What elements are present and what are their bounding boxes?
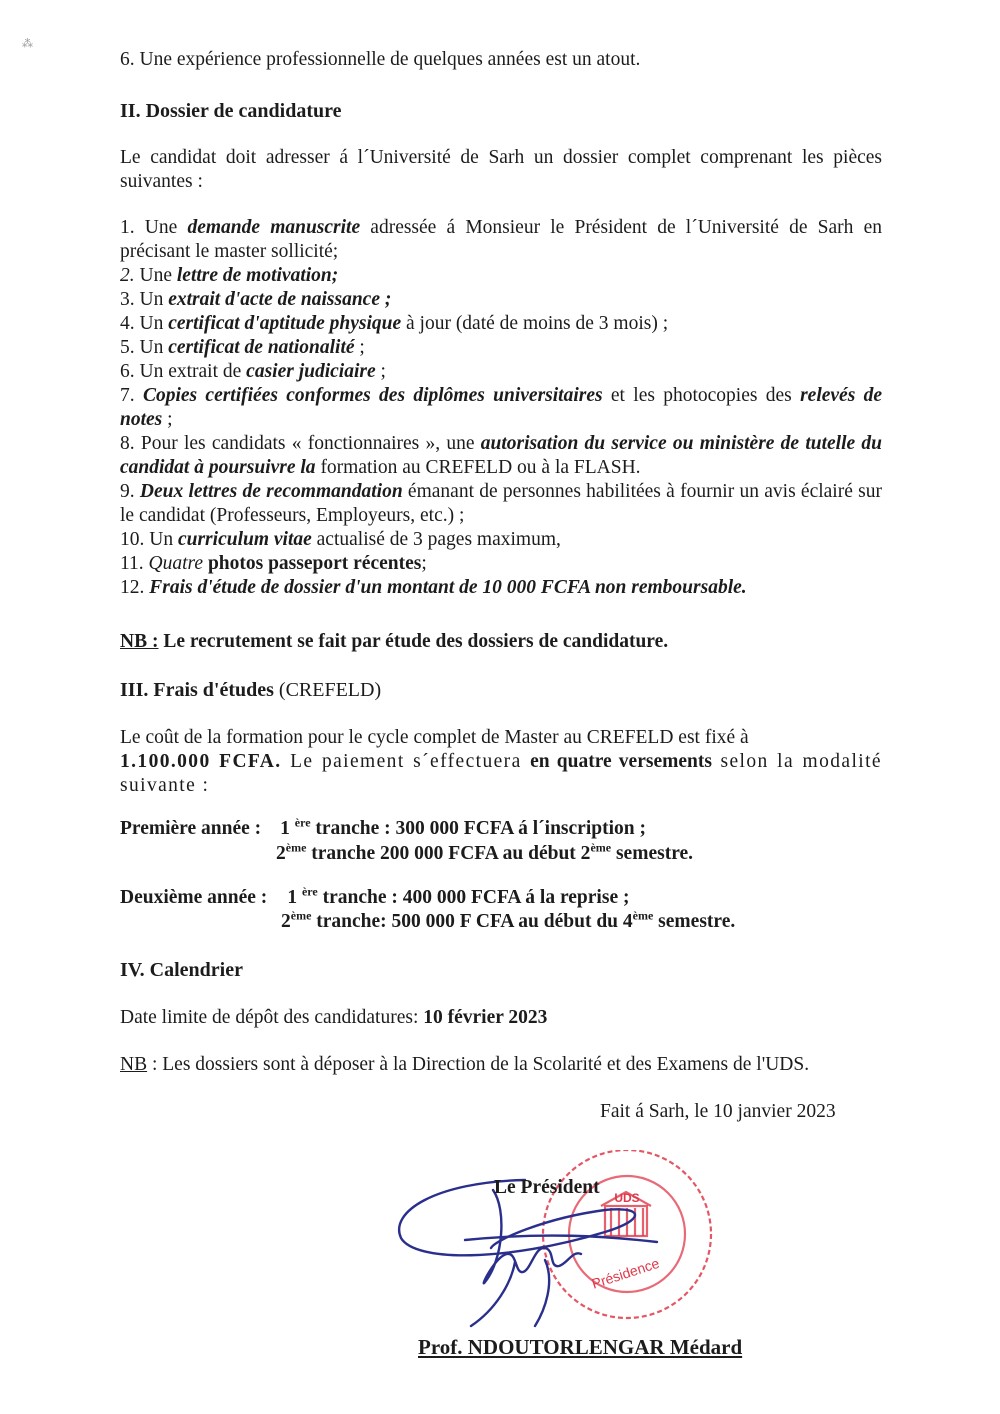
list-item: 2. Une lettre de motivation; <box>120 265 339 286</box>
section-3-title: III. Frais d'études (CREFELD) <box>120 679 382 701</box>
signatory-name: Prof. NDOUTORLENGAR Médard <box>418 1335 743 1359</box>
year-1-tranche-2: 2ème tranche 200 000 FCFA au début 2ème semestre. <box>276 840 694 864</box>
item-6-experience: 6. Une expérience professionnelle de quelques années est un atout. <box>120 49 641 70</box>
section-3-paragraph: Le coût de la formation pour le cycle complet de Master au CREFELD est fixé à 1.100.000 FCFA. Le paiement s´effectuera en quatre versements selon la modalité suivante : <box>120 727 882 796</box>
nb-text: : Les dossiers sont à déposer à la Direction de la Scolarité et des Examens de l'UDS. <box>147 1054 810 1075</box>
stamp-inner-bottom: Présidence <box>589 1254 662 1292</box>
documents-list <box>120 216 882 600</box>
list-item: 12. Frais d'étude de dossier d'un montant de 10 000 FCFA non remboursable. <box>120 577 747 598</box>
year-2-tranche-1: Deuxième année : 1 $^{ère}$ tranche : 400 000 FCFA á la reprise ; <box>120 884 630 908</box>
list-item: 8. Pour les candidats « fonctionnaires », une autorisation du service ou ministère de tutelle du candidat à poursuivre la formation au CREFELD ou à la FLASH. <box>120 433 882 478</box>
section-2-title: II. Dossier de candidature <box>120 100 342 122</box>
year-2-tranche-2: 2ème tranche: 500 000 F CFA au début du 4ème semestre. <box>281 908 736 932</box>
signatory-title: Le Président <box>494 1177 600 1198</box>
section-4-title: IV. Calendrier <box>120 959 243 981</box>
list-item: 9. Deux lettres de recommandation émanant de personnes habilitées à fournir un avis éclairé sur le candidat (Professeurs, Employeurs, etc.) ; <box>120 481 882 526</box>
list-item: 3. Un extrait d'acte de naissance ; <box>120 289 392 310</box>
nb-submission <box>120 1053 882 1077</box>
section-2-intro: Le candidat doit adresser á l´Université de Sarh un dossier complet comprenant les pièces suivantes : <box>120 147 882 192</box>
list-item: 5. Un certificat de nationalité ; <box>120 337 365 358</box>
list-item: 4. Un certificat d'aptitude physique à jour (daté de moins de 3 mois) ; <box>120 313 669 334</box>
stamp-inner-top: UDS <box>614 1191 640 1205</box>
list-item: 11. Quatre photos passeport récentes; <box>120 553 427 574</box>
list-item: 7. Copies certifiées conformes des diplômes universitaires et les photocopies des relevés de notes ; <box>120 385 883 430</box>
list-item: 1. Une demande manuscrite adressée á Monsieur le Président de l´Université de Sarh en précisant le master sollicité; <box>120 217 882 262</box>
nb-label: NB : <box>120 631 159 652</box>
list-item: 6. Un extrait de casier judiciaire ; <box>120 361 386 382</box>
scan-speck: ⁂ <box>22 38 33 50</box>
place-date: Fait á Sarh, le 10 janvier 2023 <box>600 1101 836 1122</box>
nb-text: Le recrutement se fait par étude des dossiers de candidature. <box>158 631 669 652</box>
deadline: Date limite de dépôt des candidatures: 10 février 2023 <box>120 1007 548 1028</box>
nb-label: NB <box>120 1054 148 1075</box>
year-1-tranche-1: Première année : 1 $^{ère}$ tranche : 300 000 FCFA á l´inscription ; <box>120 815 646 839</box>
nb-recruitment <box>120 630 882 654</box>
list-item: 10. Un curriculum vitae actualisé de 3 pages maximum, <box>120 529 561 550</box>
